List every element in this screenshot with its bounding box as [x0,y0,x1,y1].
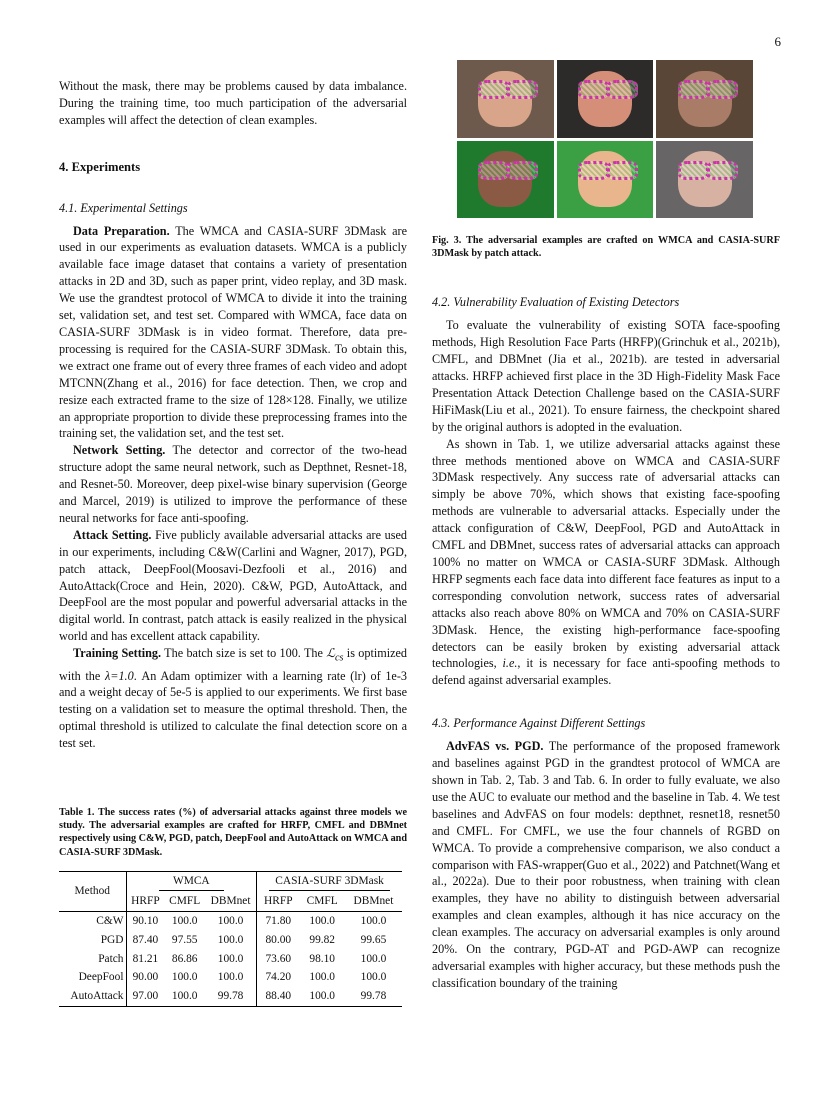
table-cell-value: 100.0 [360,971,387,984]
adversarial-glasses-patch [707,161,738,180]
table-cell-method: DeepFool [78,971,124,984]
table-column-header: DBMnet [353,894,394,907]
face-photo-tile [557,141,654,219]
table-body [59,911,402,1007]
table-cell-value: 100.0 [217,914,244,927]
adversarial-glasses-patch [478,80,509,99]
table-cell-value: 100.0 [309,914,336,927]
table-cell-method: Patch [98,952,124,965]
table-row [59,968,402,987]
subsection-title-experimental-settings: 4.1. Experimental Settings [59,200,188,215]
table-cell-method: C&W [96,914,124,927]
table-cell-method: AutoAttack [70,990,124,1003]
subsection-title-performance: 4.3. Performance Against Different Settings [432,716,646,731]
adversarial-glasses-patch [478,161,509,180]
table-cell-value: 100.0 [360,952,387,965]
table-row [59,987,402,1006]
table-cell-value: 100.0 [171,990,198,1003]
table-column-header: HRFP [257,892,300,911]
face-photo-tile [656,60,753,138]
adversarial-glasses-patch [707,80,738,99]
vulnerability-paragraph-2-text-b: , it is necessary for face anti-spoofing methods to defend against adversarial examples. [432,656,780,688]
ie-abbreviation: i.e. [502,656,518,671]
data-preparation-heading: Data Preparation. [73,223,170,238]
table-cell-value: 99.82 [309,933,336,946]
training-setting-paragraph [59,645,407,752]
adversarial-glasses-patch [678,80,709,99]
table-cell-value: 99.65 [360,933,387,946]
figure-3-image-grid [457,60,753,218]
table-cell-value: 99.78 [217,990,244,1003]
data-preparation-paragraph [59,223,407,443]
training-setting-text-3: . An Adam optimizer with a learning rate (lr) of 1e-3 and a weight decay of 5e-5 is applied to our experiments. We first base testing on a validation set to measure the optimal threshold. Then, the optimal threshold is utilized to calculate the final detection score on a test set. [59,668,407,751]
adversarial-glasses-patch [578,161,609,180]
table-1-caption: Table 1. The success rates (%) of adversarial attacks against three models we study. The adversarial examples are crafted for HRFP, CMFL and DBMnet respectively using C&W, PGD, patch, DeepFool and AutoAttack on WMCA and CASIA-SURF 3DMask. [59,807,407,858]
table-cell-value: 100.0 [217,971,244,984]
table-cell-value: 99.78 [360,990,387,1003]
table-group-header-casia: CASIA-SURF 3DMask [257,871,402,891]
advfas-vs-pgd-heading: AdvFAS vs. PGD. [446,739,544,754]
table-cell-value: 97.00 [126,987,164,1006]
network-setting-paragraph [59,442,407,527]
face-photo-tile [557,60,654,138]
table-cell-value: 90.10 [126,911,164,930]
table-cell-value: 100.0 [217,933,244,946]
table-row [59,911,402,930]
vulnerability-paragraph-2 [432,436,780,690]
adversarial-glasses-patch [607,161,638,180]
adversarial-glasses-patch [578,80,609,99]
table-header-method: Method [59,871,126,911]
table-cell-value: 100.0 [217,952,244,965]
attack-setting-text: Five publicly available adversarial attacks are used in our experiments, including C&W(Carlini and Wagner, 2017), PGD, patch attack, DeepFool(Moosavi-Dezfooli et al., 2016) and AutoAttack(Croce and Hein, 2020). C&W, PGD, AutoAttack, and DeepFool are the most popular and powerful adversarial attacks in the digital world. In contrast, patch attack is easily realized in the physical world and has excellent attack capability. [59,527,408,644]
face-photo-tile [457,60,554,138]
network-setting-text: The detector and corrector of the two-head structure adopt the same neural network, such as Depthnet, Resnet-18, and Resnet-50. Moreover, deep pixel-wise binary supervision (George and Marcel, 2019) is utilized to improve the performance of these neural networks for face anti-spoofing. [59,443,408,525]
table-row [59,931,402,950]
table-column-header: DBMnet [210,894,251,907]
table-cell-method: PGD [100,933,124,946]
table-column-header: CMFL [306,894,338,907]
table-cell-value: 100.0 [309,971,336,984]
table-cell-value: 88.40 [257,987,300,1006]
adversarial-glasses-patch [678,161,709,180]
table-cell-value: 86.86 [171,952,198,965]
loss-symbol: ℒ [326,646,336,661]
subsection-title-vulnerability: 4.2. Vulnerability Evaluation of Existing Detectors [432,295,680,310]
network-setting-heading: Network Setting. [73,443,166,458]
lambda-value: λ=1.0 [104,668,134,683]
page-number: 6 [774,34,781,49]
table-cell-value: 100.0 [360,914,387,927]
table-row [59,950,402,969]
left-column [59,78,407,1007]
figure-3-caption: Fig. 3. The adversarial examples are crafted on WMCA and CASIA-SURF 3DMask by patch attack. [432,235,780,260]
table-cell-value: 98.10 [309,952,336,965]
adversarial-glasses-patch [607,80,638,99]
table-cell-value: 100.0 [171,914,198,927]
vulnerability-paragraph-1: To evaluate the vulnerability of existing SOTA face-spoofing methods, High Resolution Face Parts (HRFP)(Grinchuk et al., 2021b), CMFL, and DBMnet (Jia et al., 2021b). are tested in adversarial attacks. HRFP achieved first place in the 3D High-Fidelity Mask Face Presentation Attack Detection Challenge based on the CASIA-SURF HiFiMask(Liu et al., 2021). To ensure fairness, the checkpoint shared by the original authors is adopted in the evaluation. [432,318,780,434]
attack-setting-paragraph [59,527,407,645]
intro-paragraph: Without the mask, there may be problems caused by data imbalance. During the training time, too much participation of the adversarial examples will affect the detection of clean examples. [59,79,407,127]
right-column [432,78,780,992]
training-setting-heading: Training Setting. [73,646,162,661]
table-cell-value: 100.0 [309,990,336,1003]
face-photo-tile [656,141,753,219]
section-title-experiments: 4. Experiments [59,159,141,174]
advfas-vs-pgd-text: The performance of the proposed framework and baselines against PGD in the grandtest protocol of WMCA are shown in Tab. 2, Tab. 3 and Tab. 6. In order to fully evaluate, we also use the AUC to evaluate our method and the baseline in Tab. 4. We test baselines and AdvFAS on four models: depthnet, resnet18, resnet50 and CMFL. For CMFL, we use the four channels of RGBD on WMCA. To provide a comprehensive comparison, we also conduct a comparison with FAS-wrapper(Guo et al., 2022) and Patchnet(Wang et al., 2022a). Due to their poor robustness, when training with clean examples, they have no ability to distinguish between adversarial examples and clean examples, although it has nice accuracy on the clean examples. The accuracy on adversarial examples is only around 20%. On the contrary, PGD-AT and PGD-AWP can recognize adversarial examples with higher accuracy, but these methods push the classification boundary of the training [432,739,780,990]
training-setting-text-2: is optimized with the [59,646,407,683]
face-photo-tile [457,141,554,219]
data-preparation-text: The WMCA and CASIA-SURF 3DMask are used in our experiments as evaluation datasets. WMCA is a publicly available face image dataset that contains a variety of presentation attacks in 2D and 3D, such as paper print, video replay, and 3D mask. We use the grandtest protocol of WMCA to divide it into the training set, validation set, and test set. Compared with WMCA, face data on CASIA-SURF 3DMask is in video format. Therefore, data pre-processing is required for the CASIA-SURF 3DMask. To obtain this, we extract one frame out of every three frames of each video and adopt MTCNN(Zhang et al., 2016) for face detection. Then, we crop and resize each extracted frame to the size of 128×128. Finally, we utilize an appropriate proportion to divide these preprocessing frames into the training set, the validation set, and the test set. [59,223,407,441]
table-cell-value: 74.20 [257,968,300,987]
table-column-header: CMFL [169,894,201,907]
loss-subscript: cs [335,652,344,664]
table-group-header-wmca: WMCA [126,871,257,891]
advfas-vs-pgd-paragraph [432,738,780,992]
table-1 [59,871,402,1007]
table-cell-value: 71.80 [257,911,300,930]
adversarial-glasses-patch [507,161,538,180]
table-cell-value: 100.0 [171,971,198,984]
table-cell-value: 97.55 [171,933,198,946]
table-cell-value: 80.00 [257,931,300,950]
table-column-header: HRFP [126,892,164,911]
table-cell-value: 73.60 [257,950,300,969]
training-setting-text-1: The batch size is set to 100. The [161,646,327,661]
adversarial-glasses-patch [507,80,538,99]
table-cell-value: 81.21 [126,950,164,969]
table-cell-value: 90.00 [126,968,164,987]
attack-setting-heading: Attack Setting. [73,527,152,542]
vulnerability-paragraph-2-text-a: As shown in Tab. 1, we utilize adversarial attacks against these three methods mentioned above on WMCA and CASIA-SURF 3DMask respectively. Any success rate of adversarial attacks can simply be above 70%, which shows that existing face-spoofing methods are vulnerable to adversarial attacks. Especially under the attack configuration of C&W, DeepFool, PGD and AutoAttack in CMFL and DBMnet, success rates of adversarial attacks can approach 100% no matter on WMCA or CASIA-SURF 3DMask. Although HRFP segments each face data into different face features as input to a corresponding convolution network, success rates of adversarial attacks also reach above 80% on WMCA and 70% on CASIA-SURF 3DMask. Hence, the existing high-performance face-spoofing detectors can be easily broken by existing adversarial attack technologies, [432,436,780,671]
table-cell-value: 87.40 [126,931,164,950]
